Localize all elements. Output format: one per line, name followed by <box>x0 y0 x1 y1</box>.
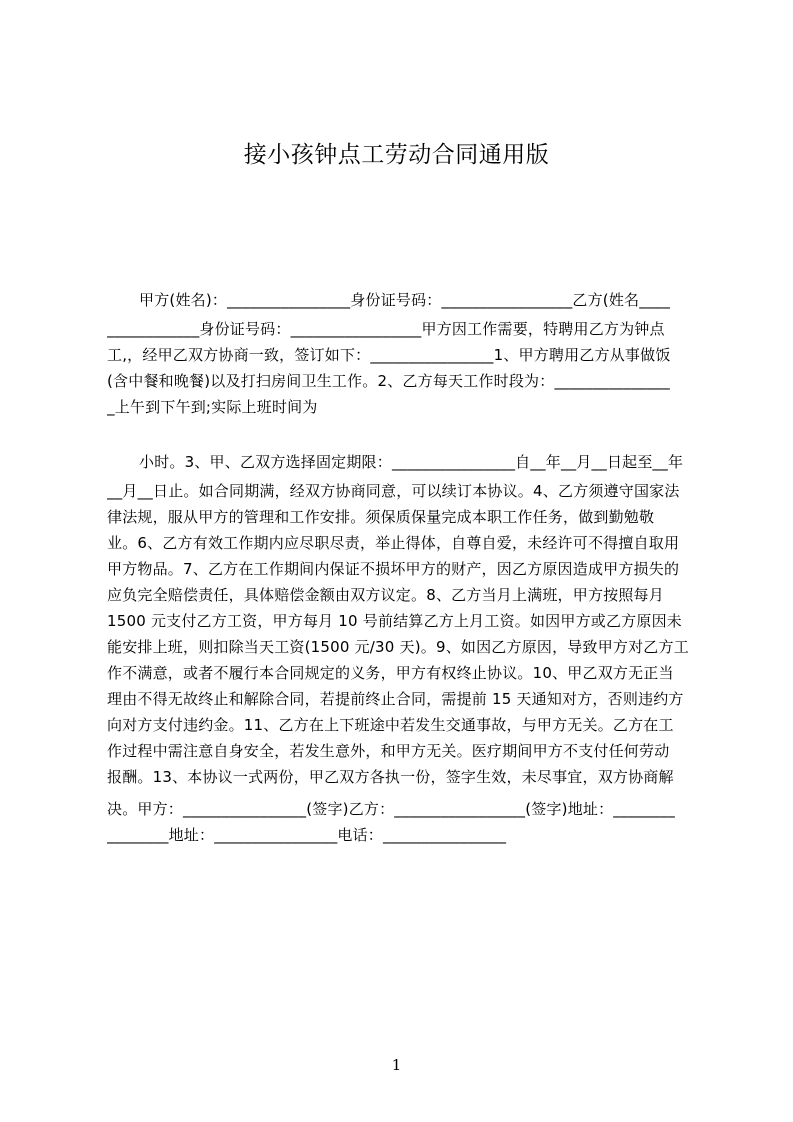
text-line: 能安排上班，则扣除当天工资(1500 元/30 天)。9、如因乙方原因，导致甲方对乙方工 <box>107 638 689 656</box>
text-line: 1500 元支付乙方工资，甲方每月 10 号前结算乙方上月工资。如因甲方或乙方原因未 <box>107 612 682 630</box>
text-line: 甲方物品。7、乙方在工作期间内保证不损坏甲方的财产，因乙方原因造成甲方损失的 <box>107 560 680 578</box>
text-line: ____________身份证号码：_________________甲方因工作需要，特聘用乙方为钟点 <box>107 320 665 338</box>
text-line: 小时。3、甲、乙双方选择固定期限：________________自__年__月__日起至__年 <box>139 453 684 471</box>
text-line: ________地址：________________电话：________________ <box>107 826 507 844</box>
text-line: 工,，经甲乙双方协商一致，签订如下：________________1、甲方聘用乙方从事做饭 <box>107 346 671 364</box>
text-line: 理由不得无故终止和解除合同，若提前终止合同，需提前 15 天通知对方，否则违约方 <box>107 690 684 708</box>
document-title: 接小孩钟点工劳动合同通用版 <box>243 142 550 168</box>
text-line: 律法规，服从甲方的管理和工作安排。须保质保量完成本职工作任务，做到勤勉敬 <box>107 508 655 526</box>
text-line: 决。甲方：________________(签字)乙方：_________________(签字)地址：________ <box>107 800 675 818</box>
text-line: 作过程中需注意自身安全，若发生意外，和甲方无关。医疗期间甲方不支付任何劳动 <box>107 742 670 760</box>
text-line: 应负完全赔偿责任，具体赔偿金额由双方议定。8、乙方当月上满班，甲方按照每月 <box>107 586 664 604</box>
page-number: 1 <box>391 1056 402 1074</box>
text-line: 甲方(姓名)：________________身份证号码：_________________乙方(姓名____ <box>139 291 671 309</box>
text-line: _上午到下午到;实际上班时间为 <box>107 398 318 416</box>
text-line: __月__日止。如合同期满，经双方协商同意，可以续订本协议。4、乙方须遵守国家法 <box>107 482 680 500</box>
text-line: 作不满意，或者不履行本合同规定的义务，甲方有权终止协议。10、甲乙双方无正当 <box>107 664 674 682</box>
text-line: 业。6、乙方有效工作期内应尽职尽责，举止得体，自尊自爱，未经许可不得擅自取用 <box>107 534 680 552</box>
text-line: 向对方支付违约金。11、乙方在上下班途中若发生交通事故，与甲方无关。乙方在工 <box>107 716 674 734</box>
text-line: 报酬。13、本协议一式两份，甲乙双方各执一份，签字生效，未尽事宜，双方协商解 <box>107 768 674 786</box>
text-line: (含中餐和晚餐)以及打扫房间卫生工作。2、乙方每天工作时段为：_______________ <box>107 372 670 390</box>
